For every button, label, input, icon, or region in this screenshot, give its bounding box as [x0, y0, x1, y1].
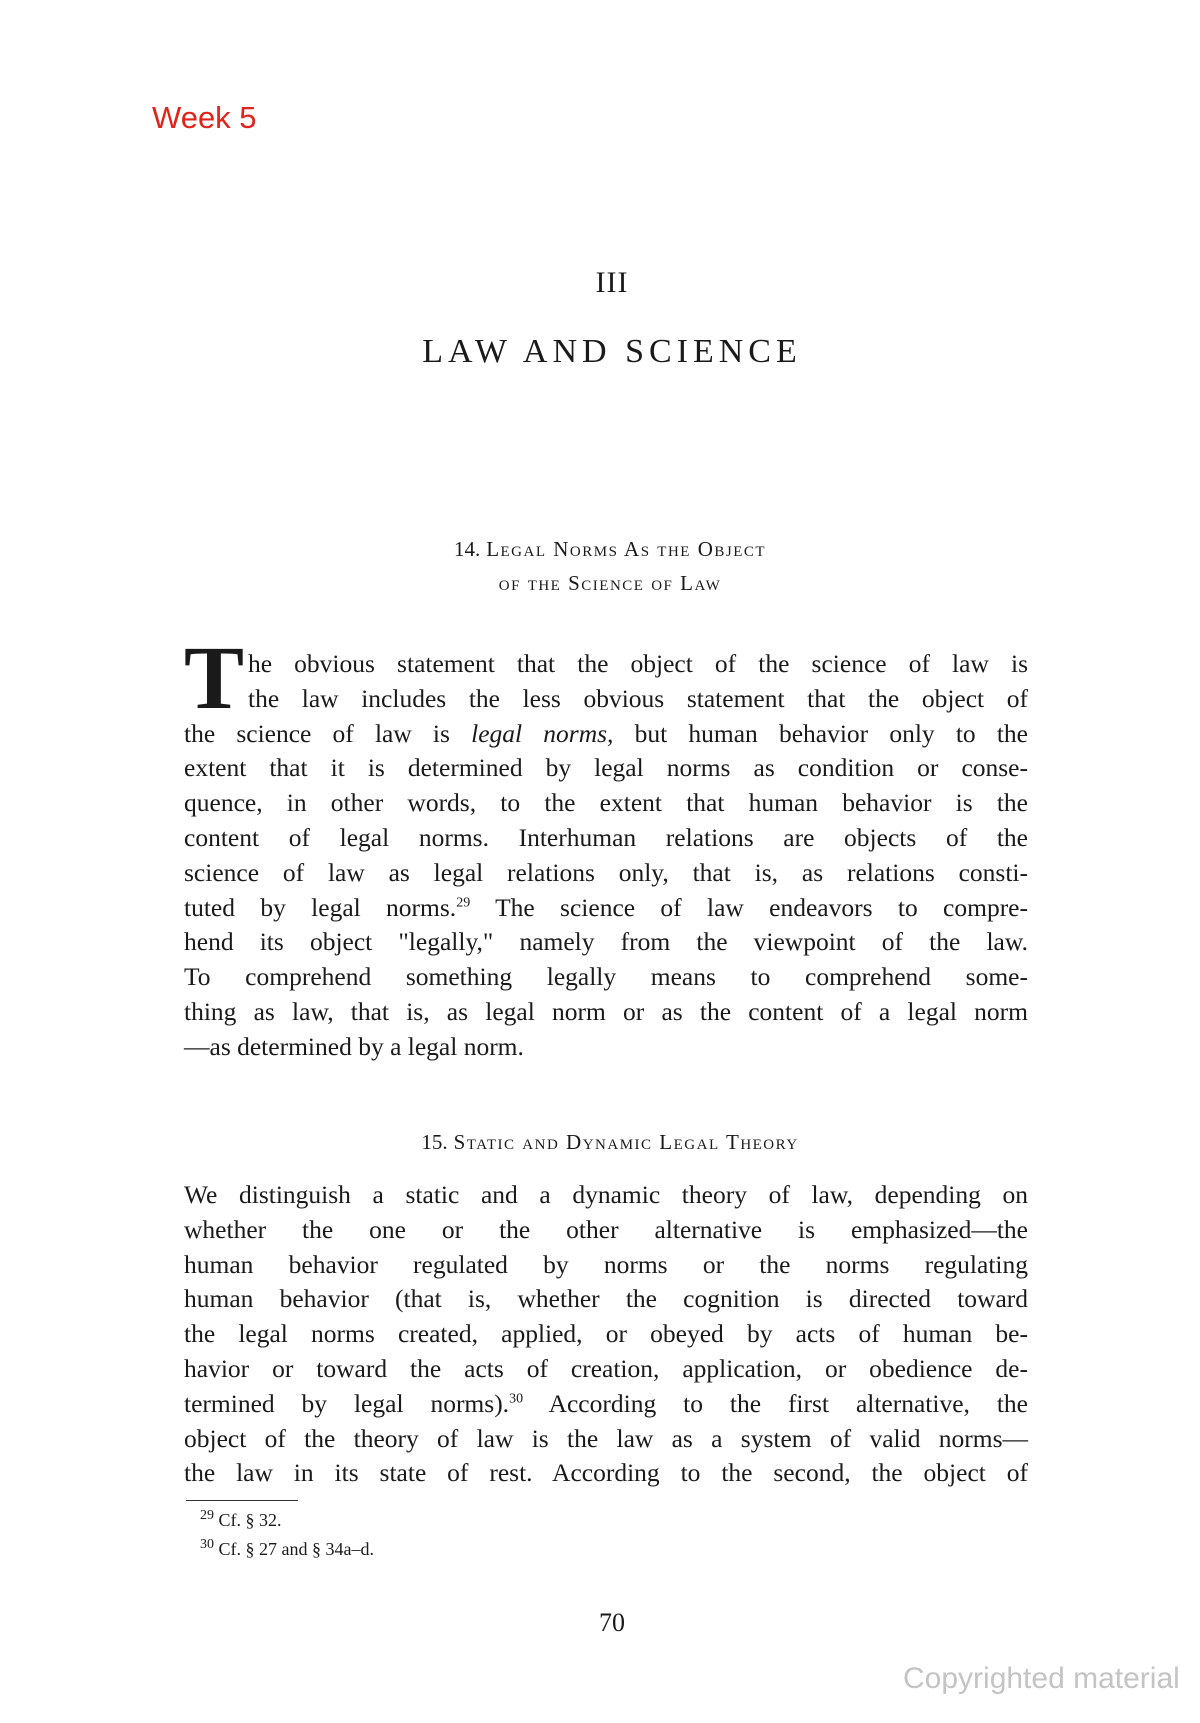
week-annotation: Week 5: [152, 100, 257, 135]
line-text: The science of law endeavors to compre-: [470, 892, 1028, 922]
drop-cap: T: [184, 629, 245, 728]
line-text: tuted by legal norms.: [184, 892, 457, 922]
paragraph-line: —as determined by a legal norm.: [184, 1031, 524, 1061]
paragraph-line: We distinguish a static and a dynamic theory of law, depending on: [184, 1180, 1028, 1209]
paragraph-line: the law includes the less obvious statement that the object of: [248, 683, 1028, 713]
emphasis-legal-norms: legal norms,: [471, 718, 614, 748]
section-14-heading-line2: of the Science of Law: [498, 571, 722, 595]
footnote-30: [200, 1535, 374, 1564]
line-text: but human behavior only to the: [613, 718, 1028, 748]
section-14-heading-line1: Legal Norms As the Object: [486, 537, 767, 561]
section-15-number: 15.: [421, 1130, 448, 1154]
line-text: the science of law is: [184, 718, 472, 748]
section-14-heading: [300, 532, 920, 600]
paragraph-line: the law in its state of rest. According to the second, the object of: [184, 1458, 1028, 1488]
page-number: 70: [599, 1608, 625, 1637]
section-14-number: 14.: [453, 537, 481, 561]
paragraph-line: havior or toward the acts of creation, application, or obedience de-: [184, 1353, 1028, 1383]
paragraph-line: [184, 891, 1028, 926]
footnote-mark: 30: [200, 1537, 214, 1552]
footnotes: [200, 1506, 374, 1564]
section-15-heading-text: Static and Dynamic Legal Theory: [453, 1130, 799, 1154]
paragraph-line: [184, 717, 1028, 752]
section-15-heading: [300, 1125, 920, 1159]
footnote-ref-29: 29: [456, 895, 471, 911]
copyright-watermark: Copyrighted material: [903, 1662, 1180, 1695]
section-15-paragraph: [184, 1178, 1028, 1491]
paragraph-line: quence, in other words, to the extent that human behavior is the: [184, 788, 1028, 818]
paragraph-line: thing as law, that is, as legal norm or as the content of a legal norm: [184, 996, 1028, 1026]
paragraph-line: content of legal norms. Interhuman relations are objects of the: [184, 822, 1028, 852]
paragraph-line: hend its object "legally," namely from the viewpoint of the law.: [184, 927, 1028, 957]
line-text: According to the first alternative, the: [523, 1388, 1028, 1418]
paragraph-line: the legal norms created, applied, or obeyed by acts of human be-: [184, 1319, 1028, 1349]
footnote-text: Cf. § 32.: [218, 1510, 282, 1530]
paragraph-line: whether the one or the other alternative is emphasized—the: [184, 1214, 1028, 1244]
footnote-ref-30: 30: [509, 1391, 524, 1407]
paragraph-line: science of law as legal relations only, that is, as relations consti-: [184, 857, 1028, 887]
footnote-29: [200, 1506, 374, 1535]
line-text: termined by legal norms).: [184, 1388, 510, 1418]
footnote-divider: [186, 1500, 298, 1501]
chapter-number: III: [595, 266, 629, 299]
chapter-title: LAW AND SCIENCE: [422, 333, 802, 370]
paragraph-line: [184, 1387, 1028, 1422]
paragraph-line: human behavior regulated by norms or the norms regulating: [184, 1249, 1028, 1279]
footnote-mark: 29: [200, 1508, 214, 1523]
paragraph-line: human behavior (that is, whether the cognition is directed toward: [184, 1284, 1028, 1314]
section-14-paragraph: [184, 647, 1028, 1065]
paragraph-line: extent that it is determined by legal norms as condition or conse-: [184, 753, 1028, 783]
paragraph-line: object of the theory of law is the law as a system of valid norms—: [184, 1423, 1028, 1453]
footnote-text: Cf. § 27 and § 34a–d.: [218, 1539, 374, 1559]
paragraph-line: he obvious statement that the object of the science of law is: [248, 649, 1028, 678]
paragraph-line: To comprehend something legally means to comprehend some-: [184, 962, 1028, 992]
